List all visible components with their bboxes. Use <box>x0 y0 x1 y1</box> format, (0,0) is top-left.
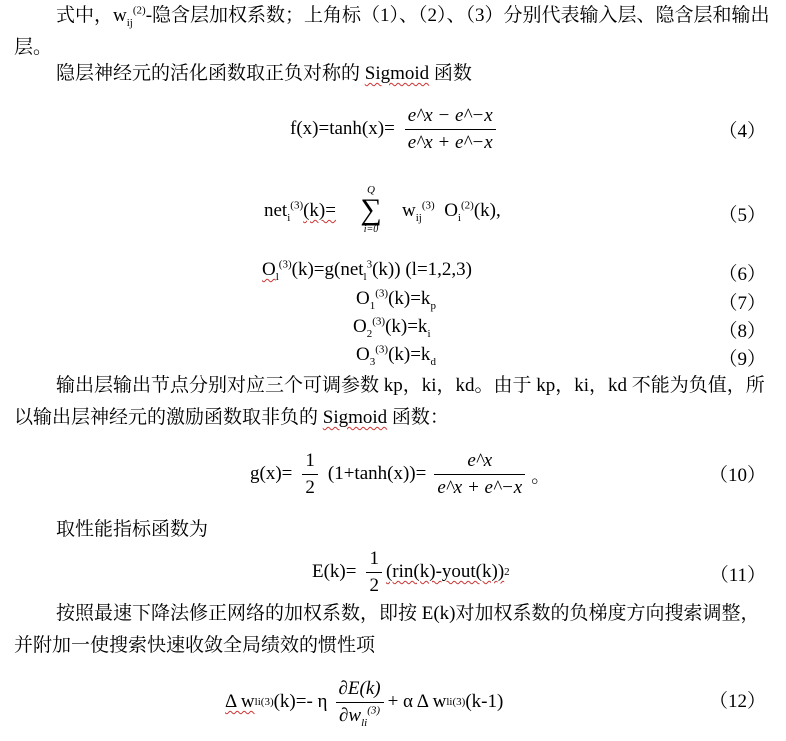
equation-number: （8） <box>718 321 766 342</box>
equation-number: （4） <box>718 121 766 142</box>
paragraph-performance-index <box>14 514 776 546</box>
equation-number: （12） <box>708 691 766 712</box>
text: 按照最速下降法修正网络的加权系数，即按 E(k)对加权系数的负梯度方向搜索调整，并附加一使搜索快速收敛全局绩效的惯性项 <box>14 603 760 656</box>
text: -隐含层加权系数；上角标（1）、（2）、（3）分别代表输入层、隐含层和输出层。 <box>14 5 770 58</box>
equation-7: $O_1^{(3)}(k)=k_p$ <box>356 287 436 312</box>
paragraph-gradient-descent <box>14 598 776 662</box>
text: 输出层输出节点分别对应三个可调参数 kp，ki，kd。由于 kp，ki，kd 不能为负值，所以输出层神经元的激励函数取非负的 <box>14 375 765 428</box>
sigmoid-word: Sigmoid <box>322 407 388 428</box>
one-half-fraction: $\frac{1}{2}$ <box>302 450 318 499</box>
equation-12: Δ w li (3) (k)=- η $\frac{\partial E(k)}{\partial w_{li}^{(3)}}$ + α Δ w li (3) (k-1) <box>225 677 504 729</box>
summation-symbol: Q ∑ i=0 <box>360 184 382 235</box>
equation-4 <box>290 104 496 154</box>
equation-9: $O_3^{(3)}(k)=k_d$ <box>356 343 436 368</box>
eq10-fraction: $\frac{e\^{}x}{e\^{}x + e\^{}-x}$ <box>434 450 525 499</box>
equation-number: （6） <box>718 264 766 285</box>
text: 函数： <box>387 407 449 428</box>
text: 隐层神经元的活化函数取正负对称的 <box>56 63 365 84</box>
equation-number: （11） <box>709 565 766 586</box>
equation-number: （5） <box>718 205 766 226</box>
text: 式中， <box>56 5 114 26</box>
equation-11: E(k)= $\frac{1}{2}$ (rin(k)-yout(k)) 2 <box>312 547 510 596</box>
equation-number: （7） <box>718 293 766 314</box>
equation-number: （9） <box>718 349 766 370</box>
text: 取性能指标函数为 <box>56 519 209 540</box>
eq4-fraction <box>405 105 496 154</box>
text: 函数 <box>429 63 472 84</box>
paragraph-output-activation <box>14 370 776 434</box>
paragraph-weights-definition <box>14 0 776 64</box>
w-symbol: $w_{ij}^{(2)}$ <box>113 4 146 29</box>
paragraph-hidden-activation <box>14 58 776 90</box>
one-half-fraction: $\frac{1}{2}$ <box>366 548 382 597</box>
equation-6: $O_l^{(3)}(k)=g(net_l^3(k))$ (l=1,2,3) <box>262 258 472 283</box>
equation-5-rhs: $w_{ij}^{(3)}$ $O_i^{(2)}(k)$, <box>402 199 501 224</box>
equation-10: g(x)= $\frac{1}{2}$ (1+tanh(x))= $\frac{e\^{}x}{e\^{}x + e\^{}-x}$ 。 <box>250 449 551 498</box>
equation-8: $O_2^{(3)}(k)=k_i$ <box>353 315 431 340</box>
eq12-fraction: $\frac{\partial E(k)}{\partial w_{li}^{(3)}}$ <box>336 678 384 727</box>
eq4-numerator: e^x − e^−x <box>407 104 493 126</box>
sigmoid-word: Sigmoid <box>364 63 430 84</box>
equation-number: （10） <box>708 465 766 486</box>
eq4-denominator: e^x + e^−x <box>407 131 493 153</box>
eq4-lhs: f(x)=tanh(x)= <box>290 118 395 139</box>
equation-5: net$_i^{(3)}$(k)= <box>264 199 336 224</box>
